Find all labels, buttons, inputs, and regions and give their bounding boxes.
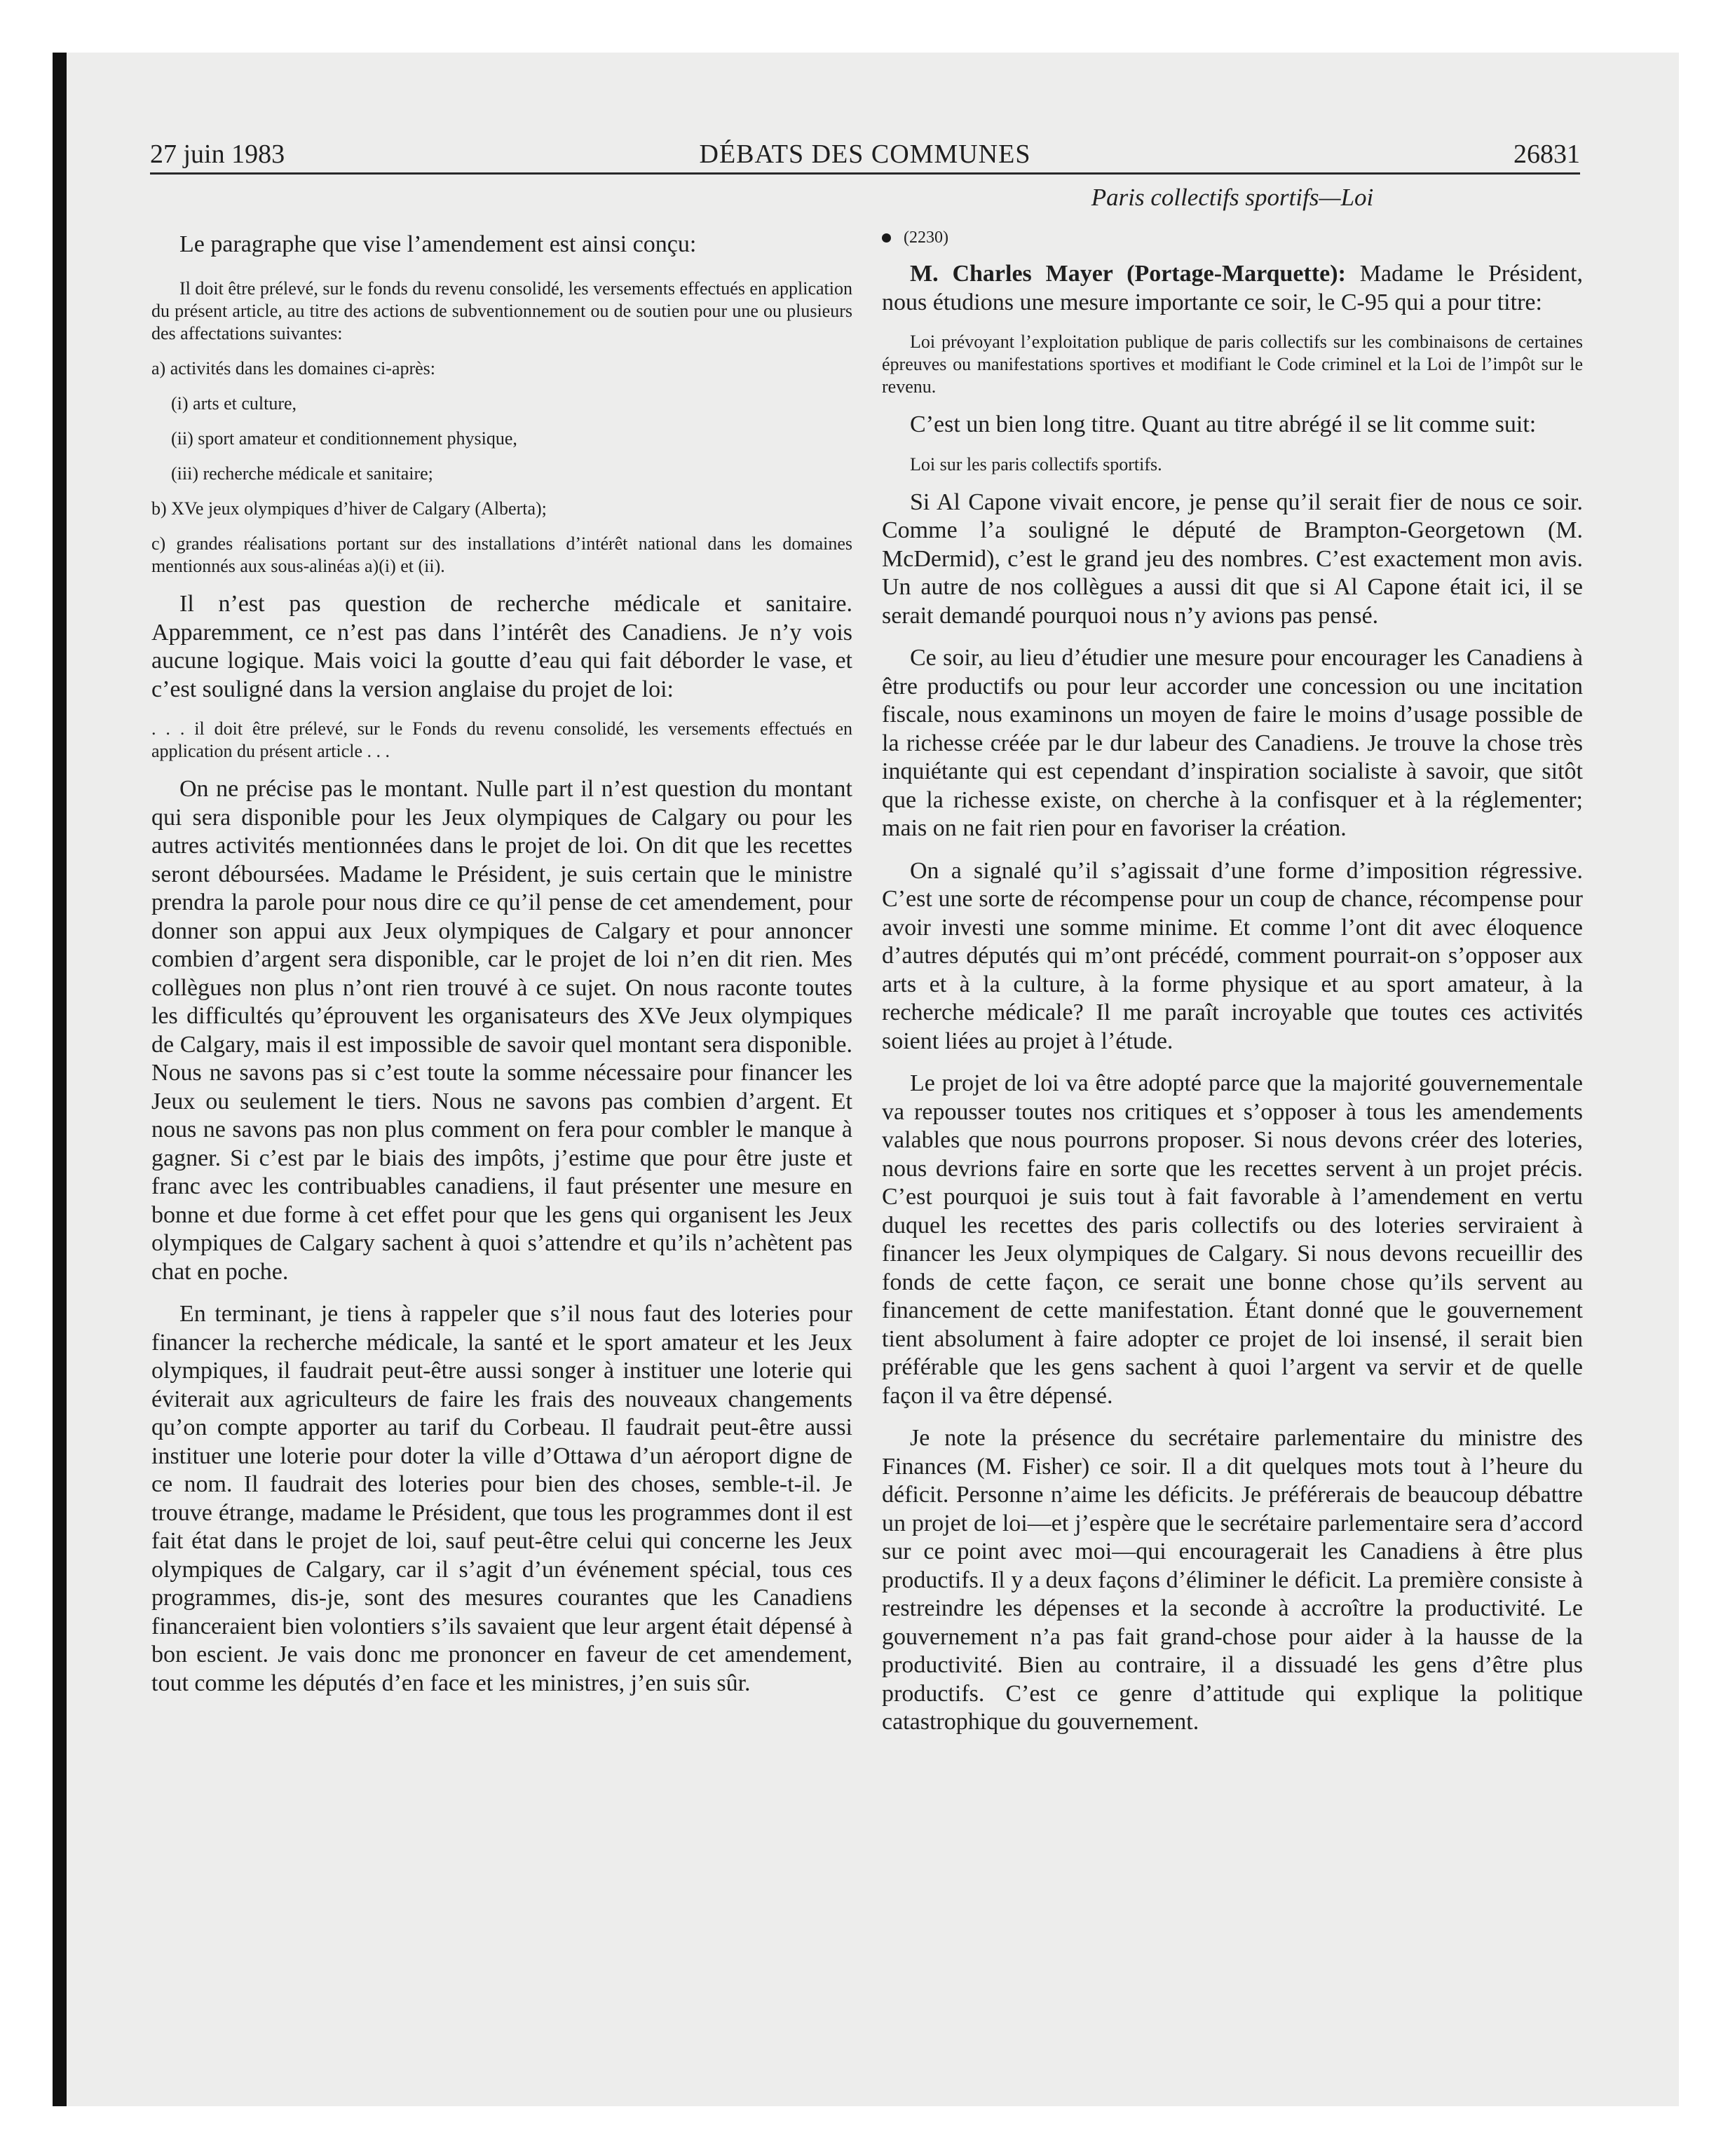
timestamp <box>882 228 1583 247</box>
right-column <box>882 184 1583 1751</box>
left-column <box>151 184 852 1712</box>
right-paragraph-1 <box>882 260 1583 317</box>
header-title: DÉBATS DES COMMUNES <box>699 139 1031 169</box>
quoted-item-i: (i) arts et culture, <box>171 393 297 414</box>
speaker-name: M. Charles Mayer (Portage-Marquette): <box>910 261 1346 287</box>
right-paragraph-3: Si Al Capone vivait encore, je pense qu’il serait fier de nous ce soir. Comme l’a souligné le député de Brampton-Georgetown (M. McDermid), c’est le grand jeu des nombres. C’est exactement mon avis. Un autre de nos collègues a aussi dit que si Al Capone était ici, il se serait demandé pourquoi nous n’y avions pas pensé. <box>882 489 1583 629</box>
quoted-item-iii: (iii) recherche médicale et sanitaire; <box>171 463 433 484</box>
header-date: 27 juin 1983 <box>150 139 285 169</box>
right-paragraph-6: Le projet de loi va être adopté parce que la majorité gouvernementale va repousser toutes nos critiques et s’opposer à tous les amendements valables que nous pourrons proposer. Si nous devons créer des loteries, nous devrions faire en sorte que les recettes servent à un projet précis. C’est pourquoi je suis tout à fait favorable à l’amendement en vertu duquel les recettes des paris collectifs ou des loteries serviraient à financer les Jeux olympiques de Calgary. Si nous devons recueillir des fonds de cette façon, ce serait une bonne chose qu’ils servent au financement de cette manifestation. Étant donné que le gouvernement tient absolument à faire adopter ce projet de loi insensé, il serait bien préférable que les gens sachent à quoi l’argent va servir et de quelle façon il va être dépensé. <box>882 1070 1583 1409</box>
quoted-item-b: b) XVe jeux olympiques d’hiver de Calgary (Alberta); <box>151 498 547 519</box>
right-paragraph-5: On a signalé qu’il s’agissait d’une forme d’imposition régressive. C’est une sorte de récompense pour un coup de chance, récompense pour avoir investi une somme minime. Et comme l’ont dit avec éloquence d’autres députés qui m’ont précédé, comment pourrait-on s’opposer aux arts et à la culture, à la forme physique et au sport amateur, à la recherche médicale? Il me paraît incroyable que toutes ces activités soient liées au projet à l’étude. <box>882 857 1583 1054</box>
quoted-paragraph: Il doit être prélevé, sur le fonds du revenu consolidé, les versements effectués en application du présent article, au titre des actions de subventionnement ou de soutien pour une ou plusieurs des affectations suivantes: <box>151 278 852 343</box>
right-quote-1: Loi prévoyant l’exploitation publique de paris collectifs sur les combinaisons de certaines épreuves ou manifestations sportives et modifiant le Code criminel et la Loi de l’impôt sur le revenu. <box>882 332 1583 397</box>
binding-edge <box>53 53 67 2106</box>
timestamp-text: (2230) <box>904 228 948 247</box>
bullet-dot-icon <box>882 233 891 243</box>
left-quote-2: . . . il doit être prélevé, sur le Fonds du revenu consolidé, les versements effectués en application du présent article . . . <box>151 718 852 761</box>
left-paragraph-1: Il n’est pas question de recherche médicale et sanitaire. Apparemment, ce n’est pas dans l’intérêt des Canadiens. Je n’y vois aucune logique. Mais voici la goutte d’eau qui fait déborder le vase, et c’est souligné dans la version anglaise du projet de loi: <box>151 591 852 702</box>
right-quote-2: Loi sur les paris collectifs sportifs. <box>910 453 1162 475</box>
left-intro: Le paragraphe que vise l’amendement est ainsi conçu: <box>179 231 697 257</box>
speaker-text: Madame le Président, nous étudions une mesure importante ce soir, le C-95 qui a pour titre: <box>882 261 1583 315</box>
right-paragraph-7: Je note la présence du secrétaire parlementaire du ministre des Finances (M. Fisher) ce soir. Il a dit quelques mots tout à l’heure du déficit. Personne n’aime les déficits. Je préférerais de beaucoup débattre un projet de loi—et j’espère que le secrétaire parlementaire sera d’accord sur ce point avec moi—qui encouragerait les Canadiens à être plus productifs. Il y a deux façons d’éliminer le déficit. La première consiste à restreindre les dépenses et la seconde à accroître la productivité. Le gouvernement n’a pas fait grand-chose pour aider à la hausse de la productivité. Bien au contraire, il a dissuadé les gens d’être plus productifs. C’est ce genre d’attitude qui explique la politique catastrophique du gouvernement. <box>882 1425 1583 1735</box>
page-header <box>150 133 1580 175</box>
quoted-item-c: c) grandes réalisations portant sur des installations d’intérêt national dans les domaines mentionnés aux sous-alinéas a)(i) et (ii). <box>151 533 852 576</box>
section-heading: Paris collectifs sportifs—Loi <box>1091 184 1374 211</box>
left-paragraph-3: En terminant, je tiens à rappeler que s’il nous faut des loteries pour financer la recherche médicale, la santé et le sport amateur et les Jeux olympiques, il faudrait peut-être aussi songer à instituer une loterie qui éviterait aux agriculteurs de faire les frais des nouveaux changements qu’on compte apporter au tarif du Corbeau. Il faudrait peut-être aussi instituer une loterie pour doter la ville d’Ottawa d’un aéroport digne de ce nom. Il faudrait des loteries pour bien des choses, semble-t-il. Je trouve étrange, madame le Président, que tous les programmes dont il est fait état dans le projet de loi, sauf peut-être celui qui concerne les Jeux olympiques de Calgary, car il s’agit d’un événement spécial, tous ces programmes, dis-je, sont des mesures courantes que les Canadiens financeraient bien volontiers s’ils savaient que leur argent était dépensé à bon escient. Je vais donc me prononcer en faveur de cet amendement, tout comme les députés d’en face et les ministres, j’en suis sûr. <box>151 1301 852 1696</box>
page-number: 26831 <box>1513 139 1580 169</box>
quoted-item-ii: (ii) sport amateur et conditionnement physique, <box>171 428 517 449</box>
right-paragraph-2: C’est un bien long titre. Quant au titre abrégé il se lit comme suit: <box>910 411 1537 437</box>
left-paragraph-2: On ne précise pas le montant. Nulle part il n’est question du montant qui sera disponible pour les Jeux olympiques de Calgary ou pour les autres activités mentionnées dans le projet de loi. On dit que les recettes seront déboursées. Madame le Président, je suis certain que le ministre prendra la parole pour nous dire ce qu’il pense de cet amendement, pour donner son appui aux Jeux olympiques de Calgary et pour annoncer combien d’argent sera disponible, car le projet de loi n’en dit rien. Mes collègues non plus n’ont rien trouvé à ce sujet. On nous raconte toutes les difficultés qu’éprouvent les organisateurs des XVe Jeux olympiques de Calgary, mais il est impossible de savoir quel montant sera disponible. Nous ne savons pas si c’est toute la somme nécessaire pour financer les Jeux ou seulement le tiers. Nous ne savons pas combien d’argent. Et nous ne savons pas non plus comment on fera pour combler le manque à gagner. Si c’est par le biais des impôts, j’estime que pour être juste et franc avec les contribuables canadiens, il faut présenter une mesure en bonne et due forme à cet effet pour que les gens qui organisent les Jeux olympiques de Calgary sachent à quoi s’attendre et qu’ils n’achètent pas chat en poche. <box>151 776 852 1285</box>
right-paragraph-4: Ce soir, au lieu d’étudier une mesure pour encourager les Canadiens à être productifs ou pour leur accorder une concession ou une incitation fiscale, nous examinons un moyen de faire le moins d’usage possible de la richesse créée par le dur labeur des Canadiens. Je trouve la chose très inquiétante qui est cependant d’inspiration socialiste à savoir, que sitôt que la richesse existe, on cherche à la confisquer et à la réglementer; mais on ne fait rien pour en favoriser la création. <box>882 645 1583 841</box>
quoted-item-a: a) activités dans les domaines ci-après: <box>151 358 436 378</box>
